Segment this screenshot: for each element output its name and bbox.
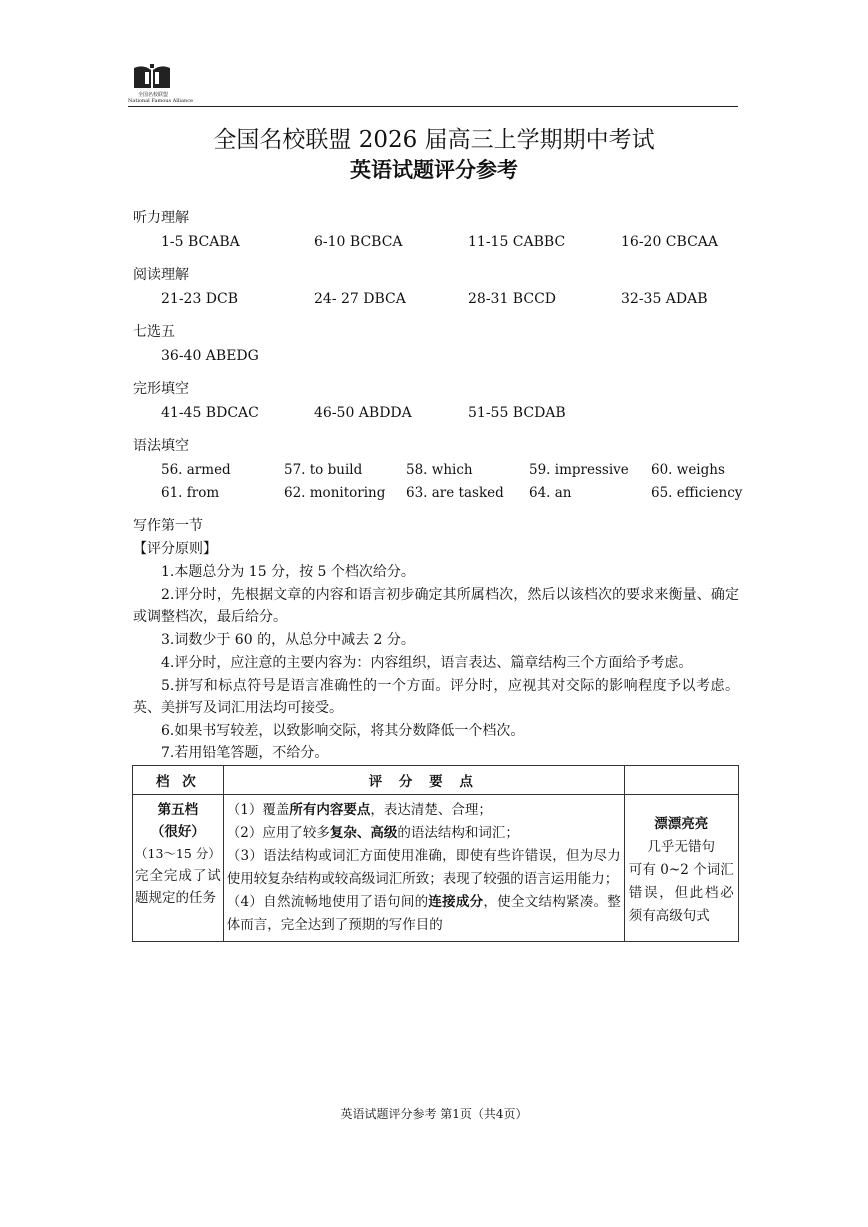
page-footer: 英语试题评分参考 第1页（共4页） xyxy=(340,1107,528,1121)
document-subtitle: 英语试题评分参考 xyxy=(350,157,518,182)
note-line: 可有 0~2 个词汇错误，但此档必须有高级句式 xyxy=(628,862,734,924)
rule-item: 2.评分时，先根据文章的内容和语言初步确定其所属档次，然后以该档次的要求来衡量、确定或调整档次，最后给分。 xyxy=(133,587,739,625)
grammar-heading: 语法填空 xyxy=(133,438,189,454)
answer-item: 11-15 CABBC xyxy=(468,234,566,250)
answer-item: 21-23 DCB xyxy=(161,291,239,307)
logo xyxy=(128,62,193,106)
answer-item: 46-50 ABDDA xyxy=(314,405,412,421)
answer-item: 59. impressive xyxy=(529,462,629,478)
header-points: 评 分 要 点 xyxy=(223,766,624,795)
level-desc: 完全完成了试题规定的任务 xyxy=(135,868,221,906)
grammar-answers-row xyxy=(0,483,868,503)
rule-item: 4.评分时，应注意的主要内容为：内容组织，语言表达、篇章结构三个方面给予考虑。 xyxy=(161,655,693,671)
level-score: （13～15 分） xyxy=(135,846,221,861)
answer-item: 62. monitoring xyxy=(284,485,386,501)
listening-heading: 听力理解 xyxy=(133,210,189,226)
rule-item: 6.如果书写较差，以致影响交际，将其分数降低一个档次。 xyxy=(161,723,525,739)
answer-item: 60. weighs xyxy=(651,462,725,478)
point-3: （3）语法结构或词汇方面使用准确，即使有些许错误，但为尽力使用较复杂结构或较高级词汇所致；表现了较强的语言运用能力； xyxy=(226,848,621,887)
note-cell xyxy=(624,795,738,942)
listening-answers xyxy=(0,232,868,252)
answer-item: 65. efficiency xyxy=(651,485,743,501)
table-header-row xyxy=(133,766,739,795)
answer-item: 32-35 ADAB xyxy=(621,291,708,307)
seven-choice-heading: 七选五 xyxy=(133,324,175,340)
answer-item: 1-5 BCABA xyxy=(161,234,240,250)
rule-item: 3.词数少于 60 的，从总分中减去 2 分。 xyxy=(161,632,415,648)
rule-item: 7.若用铅笔答题，不给分。 xyxy=(161,745,329,761)
reading-answers xyxy=(0,289,868,309)
rule-item: 1.本题总分为 15 分，按 5 个档次给分。 xyxy=(161,564,415,580)
answer-item: 63. are tasked xyxy=(406,485,504,501)
note-title: 漂漂亮亮 xyxy=(654,816,709,832)
point-2: （2）应用了较多复杂、高级的语法结构和词汇； xyxy=(226,825,519,841)
points-cell xyxy=(223,795,624,942)
writing-heading: 写作第一节 xyxy=(133,518,203,534)
level-name: 第五档 xyxy=(157,802,199,818)
answer-item: 36-40 ABEDG xyxy=(161,348,259,364)
answer-item: 16-20 CBCAA xyxy=(621,234,719,250)
cloze-heading: 完形填空 xyxy=(133,381,189,397)
point-1: （1）覆盖所有内容要点，表达清楚、合理； xyxy=(226,802,492,818)
answer-item: 41-45 BDCAC xyxy=(161,405,259,421)
header-rule xyxy=(128,106,738,107)
rule-item: 5.拼写和标点符号是语言准确性的一个方面。评分时，应视其对交际的影响程度予以考虑。英、美拼写及词汇用法均可接受。 xyxy=(133,678,739,716)
answer-item: 51-55 BCDAB xyxy=(468,405,566,421)
grammar-answers-row xyxy=(0,460,868,480)
reading-heading: 阅读理解 xyxy=(133,267,189,283)
document-title: 全国名校联盟 2026 届高三上学期期中考试 xyxy=(213,127,655,153)
logo-text: 全国名校联盟 National Famous Alliance xyxy=(128,92,193,104)
answer-item: 61. from xyxy=(161,485,220,501)
answer-item: 28-31 BCCD xyxy=(468,291,557,307)
answer-item: 6-10 BCBCA xyxy=(314,234,403,250)
note-line: 几乎无错句 xyxy=(647,839,716,855)
principle-title: 【评分原则】 xyxy=(133,541,217,557)
header-note xyxy=(624,766,738,795)
answer-item: 56. armed xyxy=(161,462,231,478)
level-cell xyxy=(133,795,224,942)
point-4: （4）自然流畅地使用了语句间的连接成分，使全文结构紧凑。整体而言，完全达到了预期的写作目的 xyxy=(226,894,621,933)
grading-table xyxy=(132,765,739,942)
table-row xyxy=(133,795,739,942)
cloze-answers xyxy=(0,403,868,423)
level-quality: （很好） xyxy=(150,824,205,840)
answer-item: 57. to build xyxy=(284,462,363,478)
header-level: 档 次 xyxy=(133,766,224,795)
seven-choice-answers xyxy=(0,346,868,366)
answer-item: 64. an xyxy=(529,485,572,501)
answer-item: 24- 27 DBCA xyxy=(314,291,406,307)
answer-item: 58. which xyxy=(406,462,473,478)
book-logo-icon xyxy=(132,62,172,90)
